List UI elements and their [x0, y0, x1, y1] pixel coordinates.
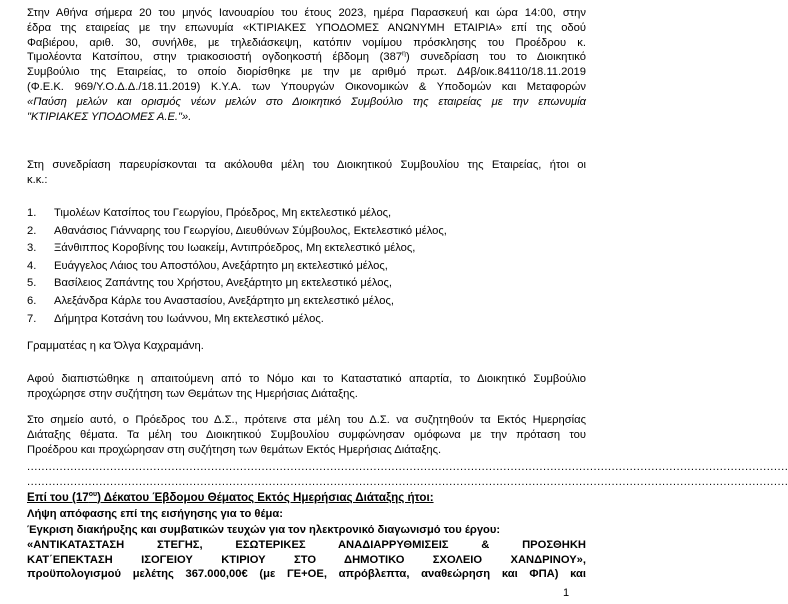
quorum-line: Αφού διαπιστώθηκε η απαιτούμενη από το Νόμο και το Καταστατικό απαρτία, το Διοικητικό Συμβούλιο — [27, 373, 586, 385]
list-item — [27, 240, 447, 258]
member-text: Βασίλειος Ζαπάντης του Χρήστου, Ανεξάρτητο μη εκτελεστικό μέλος, — [54, 277, 393, 290]
intro-line: έδρα της εταιρείας με την επωνυμία «ΚΤΙΡΙΑΚΕΣ ΥΠΟΔΟΜΕΣ ΑΝΩΝΥΜΗ ΕΤΑΙΡΙΑ» επί της οδού — [27, 21, 586, 34]
topic-body-line: Έγκριση διακήρυξης και συμβατικών τευχών για τον ηλεκτρονικό διαγωνισμό του έργου: — [27, 524, 501, 536]
topic-body — [27, 523, 586, 582]
item-number: 4. — [27, 259, 37, 272]
member-text: Αλεξάνδρα Κάρλε του Αναστασίου, Ανεξάρτητο μη εκτελεστικό μέλος, — [54, 294, 394, 307]
quorum-paragraph — [27, 372, 586, 402]
topic-heading — [27, 491, 586, 506]
member-text: Τιμολέων Κατσίπος του Γεωργίου, Πρόεδρος, Μη εκτελεστικό μέλος, — [54, 207, 392, 219]
member-text: Αθανάσιος Γιάνναρης του Γεωργίου, Διευθύνων Σύμβουλος, Εκτελεστικό μέλος, — [54, 224, 447, 237]
list-item — [27, 275, 447, 293]
ordinal-superscript: η — [402, 50, 406, 58]
intro-line: (Φ.Ε.Κ. 969/Υ.Ο.Δ.Δ./18.11.2019) Κ.Υ.Α. των Υπουργών Οικονομικών & Υποδομών και Μεταφορών — [27, 80, 586, 93]
decision-subheading-text: Λήψη απόφασης επί της εισήγησης για το θέμα: — [27, 508, 283, 520]
topic-heading-rest: ) Δέκατου Έβδομου Θέματος Εκτός Ημερήσιας Διάταξης ήτοι: — [97, 491, 434, 504]
secretary-text: Γραμματέας η κα Όλγα Καχραμάνη. — [27, 340, 204, 352]
intro-line-end: ) συνεδρίαση του το Διοικητικό — [405, 51, 586, 64]
ordinal-superscript: ου — [88, 491, 98, 499]
topic-body-line: προϋπολογισμού μελέτης 367.000,00€ (με ΓΕ+ΟΕ, απρόβλεπτα, αναθεώρηση και ΦΠΑ) και — [27, 568, 586, 581]
member-text: Ευάγγελος Λάιος του Αποστόλου, Ανεξάρτητο μη εκτελεστικό μέλος, — [54, 259, 388, 272]
secretary-line — [27, 339, 586, 354]
intro-line: Στην Αθήνα σήμερα 20 του μηνός Ιανουαρίου του έτους 2023, ημέρα Παρασκευή και ώρα 14:00, στην — [27, 7, 586, 19]
attendance-paragraph — [27, 158, 586, 188]
intro-line: Συμβούλιο της Εταιρείας, το οποίο διορίσθηκε με την με αριθμό πρωτ. Δ4β/οικ.84110/18.11.2019 — [27, 66, 586, 79]
item-number: 6. — [27, 294, 37, 307]
intro-line: Φαβιέρου, αριθ. 30, συνήλθε, με τηλεδιάσκεψη, κατόπιν νομίμου πρόσκλησης του Προέδρου κ. — [27, 36, 586, 49]
dotted-separator: ................................................................................................................................................................................................................... — [27, 461, 788, 473]
intro-line-start: Τιμολέοντα Κατσίπου, στην τριακοσιοστή ογδοηκοστή έβδομη (387 — [27, 51, 403, 64]
list-item — [27, 205, 447, 223]
member-text: Ξάνθιππος Κοροβίνης του Ιωακείμ, Αντιπρόεδρος, Μη εκτελεστικό μέλος, — [54, 242, 416, 255]
list-item — [27, 258, 447, 276]
quorum-line: προχώρησε στην συζήτηση των Θεμάτων της Ημερήσιας Διάταξης. — [27, 387, 358, 400]
item-number: 1. — [27, 207, 37, 219]
item-number: 2. — [27, 224, 37, 237]
list-item — [27, 311, 447, 329]
agenda-line: Διάταξης θέματα. Τα μέλη του Διοικητικού Συμβουλίου συμφώνησαν ομόφωνα με την πρόταση του — [27, 428, 586, 441]
agenda-paragraph — [27, 413, 586, 457]
agenda-line: Προέδρου και προχώρησαν στη συζήτηση των θεμάτων Εκτός Ημερήσιας Διάταξης. — [27, 443, 442, 456]
list-item — [27, 293, 447, 311]
dotted-separator: ................................................................................................................................................................................................................... — [27, 476, 788, 488]
board-members-list — [27, 205, 447, 328]
intro-line — [27, 50, 586, 65]
item-number: 5. — [27, 277, 37, 290]
agenda-line: Στο σημείο αυτό, ο Πρόεδρος του Δ.Σ., πρότεινε στα μέλη του Δ.Σ. να συζητηθούν τα Εκτός Ημερησίας — [27, 414, 586, 426]
topic-body-line: ΚΑΤ΄ΕΠΕΚΤΑΣΗ ΙΣΟΓΕΙΟΥ ΚΤΙΡΙΟΥ ΣΤΟ ΔΗΜΟΤΙΚΟ ΣΧΟΛΕΙΟ ΧΑΝΔΡΙΝΟΥ», — [27, 553, 586, 566]
attendance-line: Στη συνεδρίαση παρευρίσκονται τα ακόλουθα μέλη του Διοικητικού Συμβουλίου της Εταιρείας, ήτοι οι — [27, 159, 586, 171]
topic-body-line: «ΑΝΤΙΚΑΤΑΣΤΑΣΗ ΣΤΕΓΗΣ, ΕΣΩΤΕΡΙΚΕΣ ΑΝΑΔΙΑΡΡΥΘΜΙΣΕΙΣ & ΠΡΟΣΘΗΚΗ — [27, 538, 586, 551]
decision-title-line: "ΚΤΙΡΙΑΚΕΣ ΥΠΟΔΟΜΕΣ Α.Ε."». — [27, 110, 192, 123]
list-item — [27, 223, 447, 241]
attendance-line: κ.κ.: — [27, 173, 48, 186]
decision-subheading — [27, 507, 586, 522]
item-number: 7. — [27, 312, 37, 325]
page-number: 1 — [563, 587, 570, 599]
topic-heading-prefix: Επί του (17 — [27, 491, 89, 504]
item-number: 3. — [27, 242, 37, 255]
intro-paragraph — [27, 6, 586, 124]
member-text: Δήμητρα Κοτσάνη του Ιωάννου, Μη εκτελεστικό μέλος. — [54, 312, 324, 325]
decision-title-line: «Παύση μελών και ορισμός νέων μελών στο Διοικητικό Συμβούλιο της εταιρείας με την επωνυμία — [27, 95, 586, 108]
